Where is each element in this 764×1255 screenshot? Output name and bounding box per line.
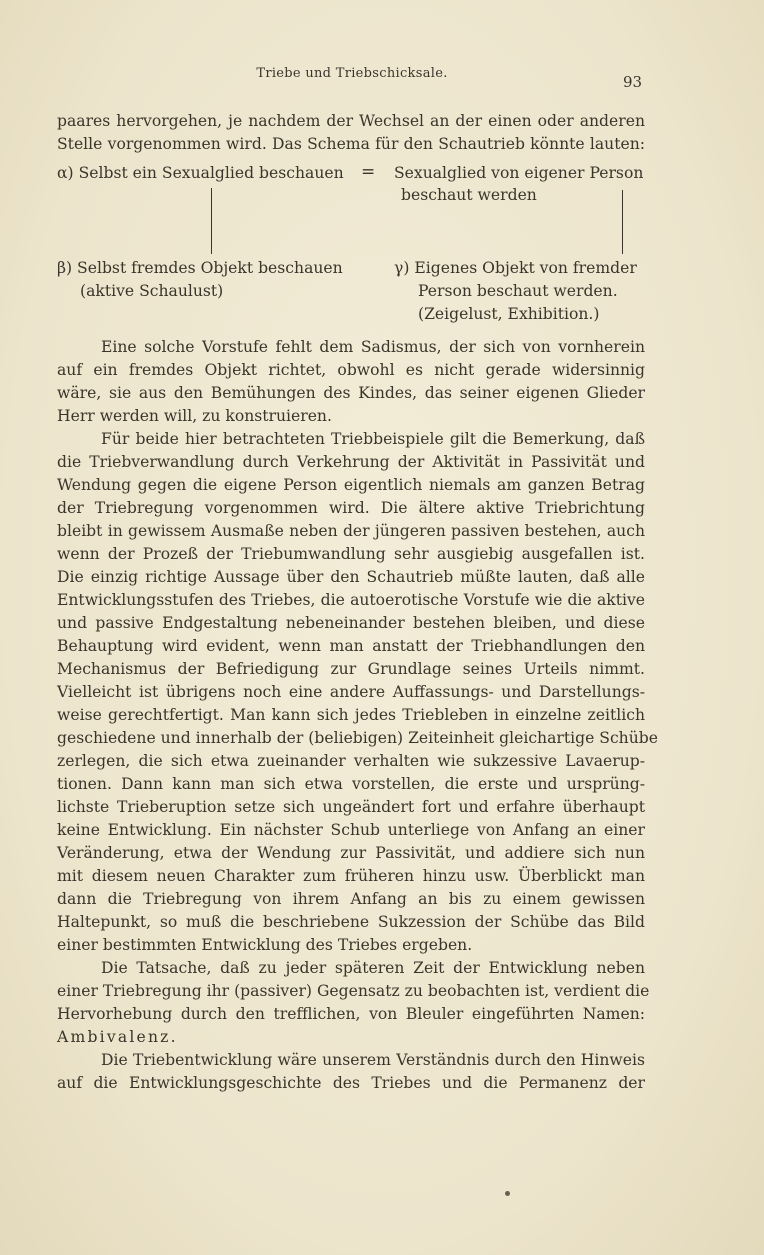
text-line: einer bestimmten Entwicklung des Triebes ergeben. [57,936,473,954]
schema-connector-left [211,188,212,254]
page-number: 93 [623,73,643,91]
text-line: weise gerechtfertigt. Man kann sich jedes Triebleben in einzelne zeitlich [57,706,645,724]
schema-gamma-line1: γ) Eigenes Objekt von fremder [394,259,637,277]
text-line: auf die Entwicklungsgeschichte des Triebes und die Permanenz der [57,1074,645,1092]
text-line: Haltepunkt, so muß die beschriebene Sukzession der Schübe das Bild [57,913,645,931]
text-line: Entwicklungsstufen des Triebes, die autoerotische Vorstufe wie die aktive [57,591,645,609]
text-line: Die Tatsache, daß zu jeder späteren Zeit der Entwicklung neben [101,959,645,977]
text-line: Veränderung, etwa der Wendung zur Passivität, und addiere sich nun [57,844,645,862]
schema-beta-line1: β) Selbst fremdes Objekt beschauen [57,259,343,277]
text-line: wäre, sie aus den Bemühungen des Kindes, das seiner eigenen Glieder [57,384,645,402]
running-header: Triebe und Triebschicksale. [256,66,448,81]
text-line: mit diesem neuen Charakter zum früheren hinzu usw. Überblickt man [57,867,645,885]
text-line: Die einzig richtige Aussage über den Schautrieb müßte lauten, daß alle [57,568,645,586]
text-line: und passive Endgestaltung nebeneinander bestehen bleiben, und diese [57,614,645,632]
schema-gamma-line3: (Zeigelust, Exhibition.) [418,305,600,323]
schema-connector-right [622,190,623,254]
text-line: der Triebregung vorgenommen wird. Die ältere aktive Triebrichtung [57,499,645,517]
schema-beta-line2: (aktive Schaulust) [80,282,224,300]
text-line: Mechanismus der Befriedigung zur Grundlage seines Urteils nimmt. [57,660,645,678]
text-line: einer Triebregung ihr (passiver) Gegensatz zu beobachten ist, verdient die [57,982,650,1000]
schema-right-top-line2: beschaut werden [401,186,537,204]
schema-equals: = [361,162,376,182]
text-line: Hervorhebung durch den trefflichen, von Bleuler eingeführten Namen: [57,1005,645,1023]
text-line: Wendung gegen die eigene Person eigentlich niemals am ganzen Betrag [57,476,645,494]
text-line: paares hervorgehen, je nachdem der Wechsel an der einen oder anderen [57,112,645,130]
text-line: geschiedene und innerhalb der (beliebigen) Zeiteinheit gleichartige Schübe [57,729,658,747]
text-line: Für beide hier betrachteten Triebbeispiele gilt die Bemerkung, daß [101,430,645,448]
text-line: die Triebverwandlung durch Verkehrung der Aktivität in Passivität und [57,453,645,471]
text-line: dann die Triebregung von ihrem Anfang an bis zu einem gewissen [57,890,645,908]
text-line: lichste Trieberuption setze sich ungeändert fort und erfahre überhaupt [57,798,645,816]
text-line: Behauptung wird evident, wenn man anstatt der Triebhandlungen den [57,637,645,655]
schema-right-top-line1: Sexualglied von eigener Person [394,164,644,182]
text-line: zerlegen, die sich etwa zueinander verhalten wie sukzessive Lavaerup- [57,752,645,770]
text-line: Vielleicht ist übrigens noch eine andere Auffassungs- und Darstellungs- [57,683,645,701]
text-line: Eine solche Vorstufe fehlt dem Sadismus, der sich von vornherein [101,338,645,356]
text-line: keine Entwicklung. Ein nächster Schub unterliege von Anfang an einer [57,821,645,839]
text-line: Stelle vorgenommen wird. Das Schema für den Schautrieb könnte lauten: [57,135,645,153]
text-line: bleibt in gewissem Ausmaße neben der jüngeren passiven bestehen, auch [57,522,645,540]
text-line: Die Triebentwicklung wäre unserem Verständnis durch den Hinweis [101,1051,645,1069]
ink-speck [505,1191,510,1196]
text-line: wenn der Prozeß der Triebumwandlung sehr ausgiebig ausgefallen ist. [57,545,645,563]
text-line: Herr werden will, zu konstruieren. [57,407,332,425]
text-line: auf ein fremdes Objekt richtet, obwohl es nicht gerade widersinnig [57,361,645,379]
schema-alpha: α) Selbst ein Sexualglied beschauen [57,164,344,182]
schema-gamma-line2: Person beschaut werden. [418,282,618,300]
text-line: tionen. Dann kann man sich etwa vorstellen, die erste und ursprüng- [57,775,645,793]
text-line-ambivalenz: Ambivalenz. [57,1028,178,1046]
